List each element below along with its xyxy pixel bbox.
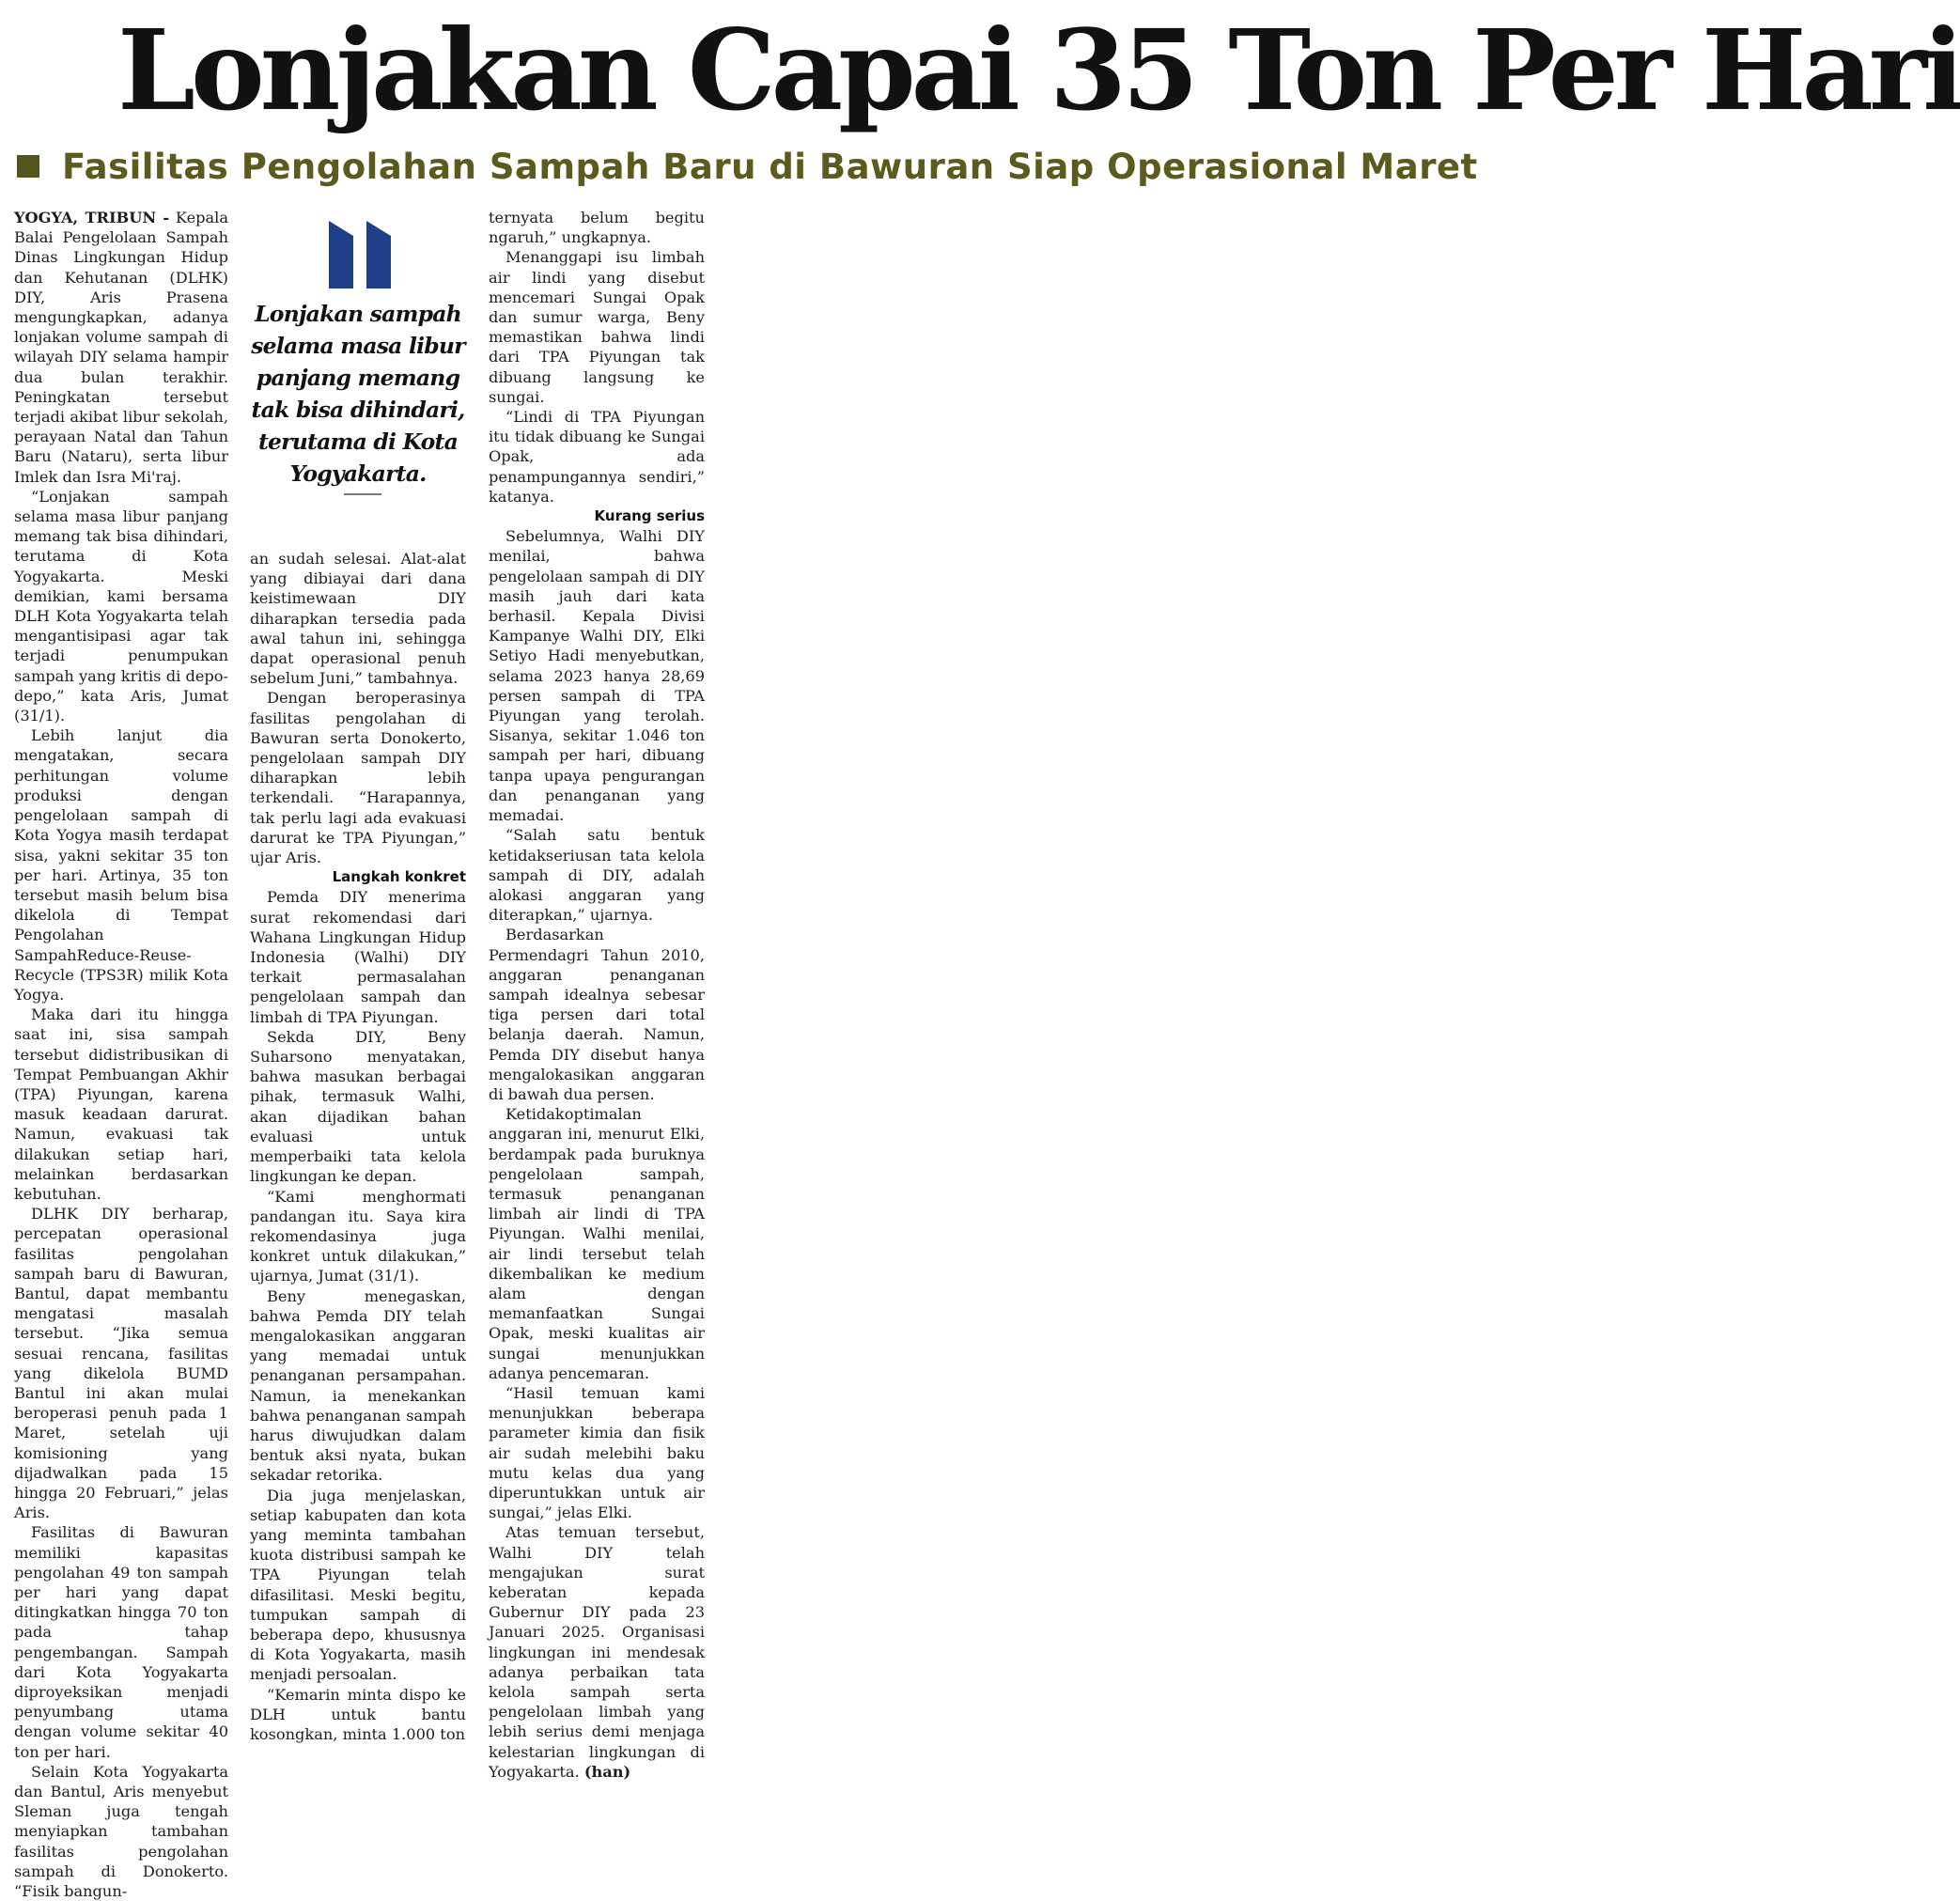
lead-paragraph xyxy=(14,208,228,487)
dateline: YOGYA, TRIBUN - xyxy=(14,209,170,226)
square-bullet-icon xyxy=(17,155,39,178)
paragraph: an sudah selesai. Alat-alat yang dibiayai dari dana keistimewaan DIY diharapkan tersedia pada awal tahun ini, sehingga dapat operasional penuh sebelum Juni,” tambahnya. xyxy=(250,550,466,688)
subheadline-text: Fasilitas Pengolahan Sampah Baru di Bawuran Siap Operasional Maret xyxy=(62,146,1478,187)
paragraph: Sekda DIY, Beny Suharsono menyatakan, bahwa masukan berbagai pihak, termasuk Walhi, akan dijadikan bahan evaluasi untuk memperbaiki tata kelola lingkungan ke depan. xyxy=(250,1027,466,1186)
quote-mark-icon xyxy=(325,221,397,288)
paragraph: “Hasil temuan kami menunjukkan beberapa parameter kimia dan fisik air sudah melebihi baku mutu kelas dua yang diperuntukkan untuk air sungai,” jelas Elki. xyxy=(489,1383,705,1522)
paragraph: Maka dari itu hingga saat ini, sisa sampah tersebut didistribusikan di Tempat Pembuangan Akhir (TPA) Piyungan, karena masuk keadaan darurat. Namun, evakuasi tak dilakukan setiap hari, melainkan berdasarkan kebutuhan. xyxy=(14,1005,228,1203)
paragraph: Selain Kota Yogyakarta dan Bantul, Aris menyebut Sleman juga tengah menyiapkan tambahan fasilitas pengolahan sampah di Donokerto. “Fisik bangun- xyxy=(14,1762,228,1901)
paragraph: Lebih lanjut dia mengatakan, secara perhitungan volume produksi dengan pengelolaan sampah di Kota Yogya masih terdapat sisa, yakni sekitar 35 ton per hari. Artinya, 35 ton tersebut masih belum bisa dikelola di Tempat Pengolahan SampahReduce-Reuse-Recycle (TPS3R) milik Kota Yogya. xyxy=(14,726,228,1004)
paragraph xyxy=(489,1522,705,1782)
paragraph-text: Kepala Balai Pengelolaan Sampah Dinas Lingkungan Hidup dan Kehutanan (DLHK) DIY, Aris Prasena mengungkapkan, adanya lonjakan volume sampah di wilayah DIY selama hampir dua bulan terakhir. Peningkatan tersebut terjadi akibat libur sekolah, perayaan Natal dan Tahun Baru (Nataru), serta libur Imlek dan Isra Mi'raj. xyxy=(14,209,228,486)
article-column-3 xyxy=(489,208,705,1782)
paragraph: ternyata belum begitu ngaruh,” ungkapnya. xyxy=(489,209,705,247)
paragraph: “Lonjakan sampah selama masa libur panjang memang tak bisa dihindari, terutama di Kota Yogyakarta. Meski demikian, kami bersama DLH Kota Yogyakarta telah mengantisipasi agar tak terjadi penumpukan sampah yang kritis di depo-depo,” kata Aris, Jumat (31/1). xyxy=(14,487,228,725)
paragraph: Berdasarkan Permendagri Tahun 2010, anggaran penanganan sampah idealnya sebesar tiga persen dari total belanja daerah. Namun, Pemda DIY disebut hanya mengalokasikan anggaran di bawah dua persen. xyxy=(489,926,705,1103)
pull-quote-text: Lonjakan sampah selama masa libur panjang memang tak bisa dihindari, terutama di Kota Yogyakarta. xyxy=(251,301,465,487)
pull-quote xyxy=(250,221,466,503)
paragraph: “Salah satu bentuk ketidakseriusan tata kelola sampah di DIY, adalah alokasi anggaran yang diterapkan,” ujarnya. xyxy=(489,826,705,925)
paragraph: “Kemarin minta dispo ke DLH untuk bantu kosongkan, minta 1.000 ton xyxy=(250,1685,466,1743)
signoff: (han) xyxy=(583,1762,631,1781)
paragraph: Beny menegaskan, bahwa Pemda DIY telah mengalokasikan anggaran yang memadai untuk penanganan persampahan. Namun, ia menekankan bahwa penanganan sampah harus diwujudkan dalam bentuk aksi nyata, bukan sekadar retorika. xyxy=(250,1286,466,1485)
paragraph: Dengan beroperasinya fasilitas pengolahan di Bawuran serta Donokerto, pengelolaan sampah DIY diharapkan lebih terkendali. “Harapannya, tak perlu lagi ada evakuasi darurat ke TPA Piyungan,” ujar Aris. xyxy=(250,689,466,867)
paragraph: “Kami menghormati pandangan itu. Saya kira rekomendasinya juga konkret untuk dilakukan,” ujarnya, Jumat (31/1). xyxy=(250,1187,466,1286)
article-column-1 xyxy=(14,208,228,1901)
paragraph-text: Atas temuan tersebut, Walhi DIY telah mengajukan surat keberatan kepada Gubernur DIY pada 23 Januari 2025. Organisasi lingkungan ini mendesak adanya perbaikan tata kelola sampah serta pengelolaan limbah yang lebih serius demi menjaga kelestarian lingkungan di Yogyakarta. xyxy=(489,1523,705,1781)
paragraph: “Lindi di TPA Piyungan itu tidak dibuang ke Sungai Opak, ada penampungannya sendiri,” katanya. xyxy=(489,408,705,506)
paragraph: Sebelumnya, Walhi DIY menilai, bahwa pengelolaan sampah di DIY masih jauh dari kata berhasil. Kepala Divisi Kampanye Walhi DIY, Elki Setiyo Hadi menyebutkan, selama 2023 hanya 28,69 persen sampah di TPA Piyungan yang terolah. Sisanya, sekitar 1.046 ton sampah per hari, dibuang tanpa upaya pengurangan dan penanganan yang memadai. xyxy=(489,527,705,825)
paragraph: DLHK DIY berharap, percepatan operasional fasilitas pengolahan sampah baru di Bawuran, Bantul, dapat membantu mengatasi masalah tersebut. “Jika semua sesuai rencana, fasilitas yang dikelola BUMD Bantul ini akan mulai beroperasi penuh pada 1 Maret, setelah uji komisioning yang dijadwalkan pada 15 hingga 20 Februari,” jelas Aris. xyxy=(14,1205,228,1522)
paragraph: Ketidakoptimalan anggaran ini, menurut Elki, berdampak pada buruknya pengelolaan sampah, termasuk penanganan limbah air lindi di TPA Piyungan. Walhi menilai, air lindi tersebut telah dikembalikan ke medium alam dengan memanfaatkan Sungai Opak, meski kualitas air sungai menunjukkan adanya pencemaran. xyxy=(489,1105,705,1382)
paragraph: Dia juga menjelaskan, setiap kabupaten dan kota yang meminta tambahan kuota distribusi sampah ke TPA Piyungan telah difasilitasi. Meski begitu, tumpukan sampah di beberapa depo, khususnya di Kota Yogyakarta, masih menjadi persoalan. xyxy=(250,1486,466,1684)
paragraph: Fasilitas di Bawuran memiliki kapasitas pengolahan 49 ton sampah per hari yang dapat ditingkatkan hingga 70 ton pada tahap pengembangan. Sampah dari Kota Yogyakarta diproyeksikan menjadi penyumbang utama dengan volume sekitar 40 ton per hari. xyxy=(14,1523,228,1761)
crosshead-kurang-serius: Kurang serius xyxy=(594,507,705,525)
paragraph: Menanggapi isu limbah air lindi yang disebut mencemari Sungai Opak dan sumur warga, Beny memastikan bahwa lindi dari TPA Piyungan tak dibuang langsung ke sungai. xyxy=(489,248,705,406)
paragraph: Pemda DIY menerima surat rekomendasi dari Wahana Lingkungan Hidup Indonesia (Walhi) DIY terkait permasalahan pengelolaan sampah dan limbah di TPA Piyungan. xyxy=(250,888,466,1026)
subheadline xyxy=(17,143,1478,190)
headline: Lonjakan Capai 35 Ton Per Hari xyxy=(117,5,1960,135)
article-column-2 xyxy=(250,549,466,1744)
crosshead-langkah-konkret: Langkah konkret xyxy=(332,868,466,886)
pull-quote-rule xyxy=(344,493,381,495)
